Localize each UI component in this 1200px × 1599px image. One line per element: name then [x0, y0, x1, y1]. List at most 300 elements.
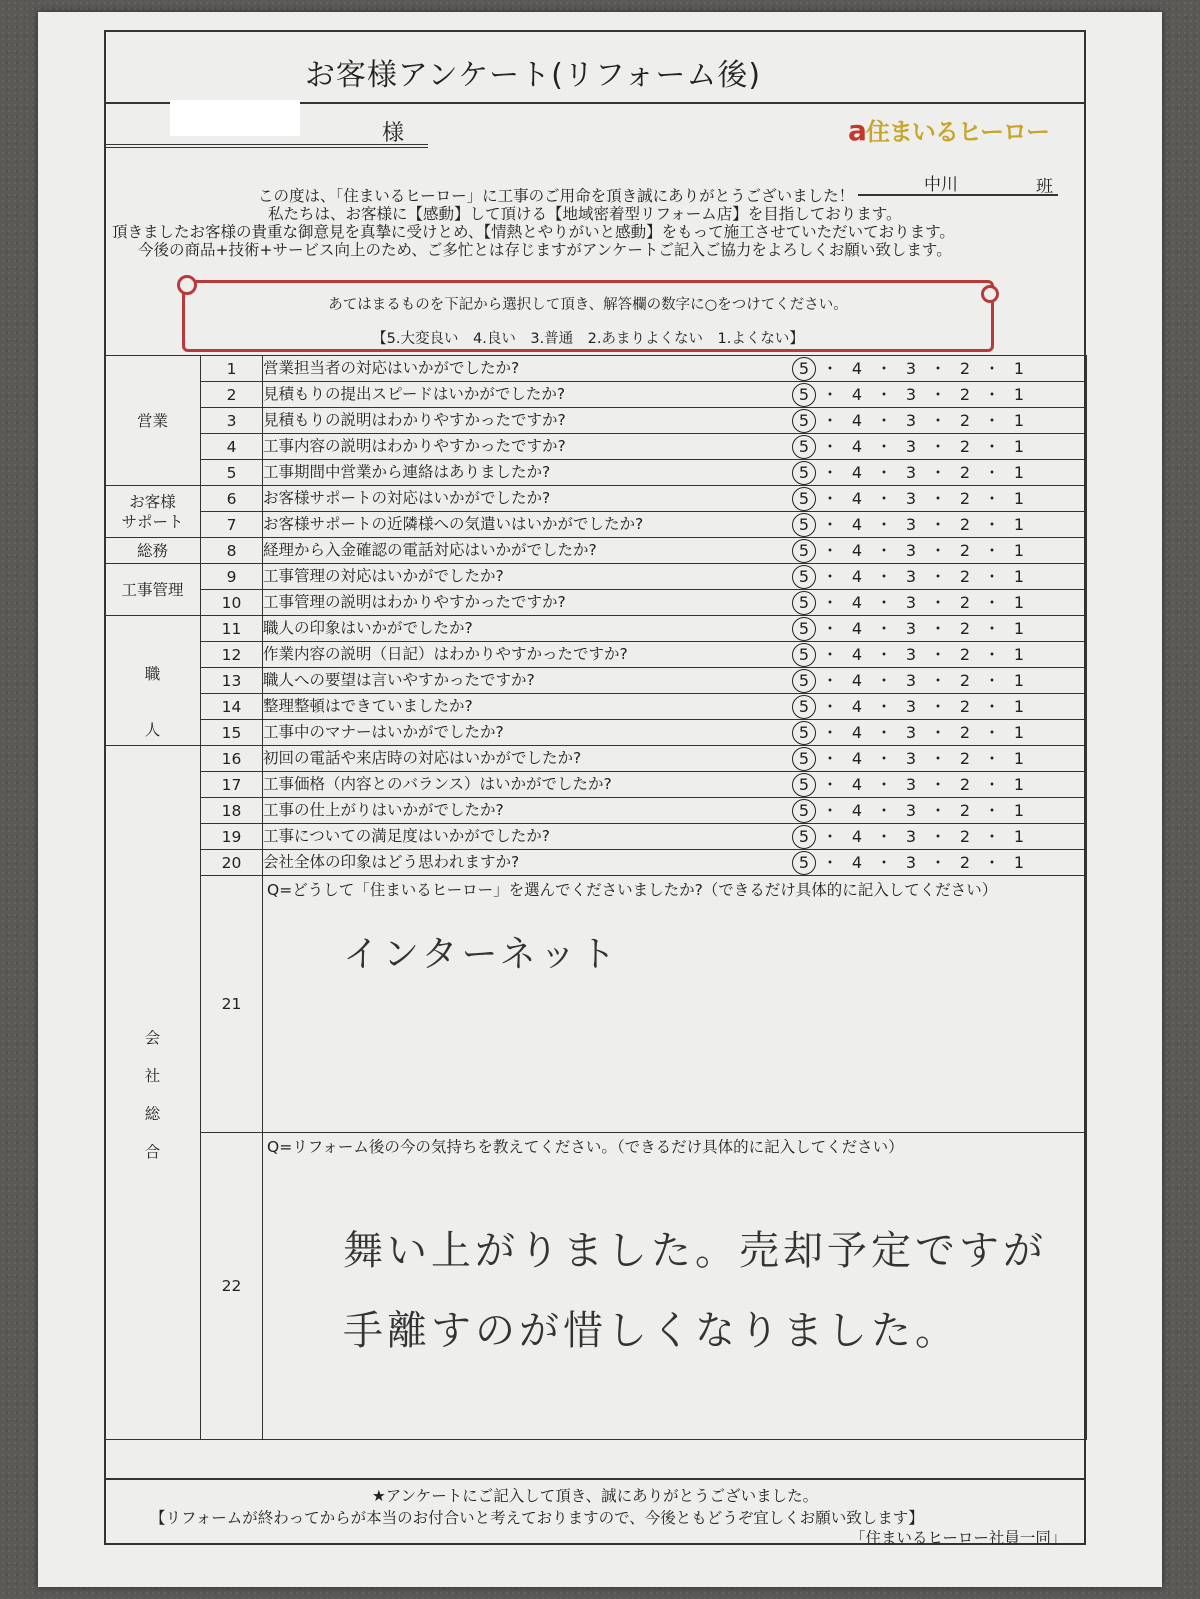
category-label: 社 — [144, 1067, 161, 1085]
category-somu: 総務 — [105, 538, 201, 564]
rating-separator: ・ — [821, 749, 838, 768]
rating-option-5[interactable] — [786, 799, 820, 823]
rating-separator: ・ — [983, 593, 1000, 612]
logo-mark-icon: a — [848, 114, 866, 147]
rating-option-1[interactable]: 1 — [1013, 489, 1025, 508]
intro-line-4: 今後の商品+技術+サービス向上のため、ご多忙とは存じますがアンケートご記入ご協力をよろしくお願い致します。 — [138, 241, 952, 259]
rating-options — [786, 356, 1056, 381]
question-text: 作業内容の説明（日記）はわかりやすかったですか? — [263, 645, 628, 663]
rating-option-4[interactable]: 4 — [851, 853, 863, 872]
rating-separator: ・ — [875, 437, 892, 456]
rating-separator: ・ — [929, 749, 946, 768]
selected-rating-circle: 5 — [792, 435, 816, 459]
question-cell — [263, 720, 1087, 746]
rating-separator: ・ — [821, 697, 838, 716]
rating-option-1[interactable]: 1 — [1013, 411, 1025, 430]
rating-option-2[interactable]: 2 — [959, 567, 971, 586]
rating-separator: ・ — [929, 853, 946, 872]
rating-separator: ・ — [821, 515, 838, 534]
question-number: 12 — [201, 642, 263, 668]
rating-option-1[interactable]: 1 — [1013, 853, 1025, 872]
rating-option-1[interactable]: 1 — [1013, 827, 1025, 846]
question-cell — [263, 824, 1087, 850]
rating-options — [786, 538, 1056, 563]
rating-separator: ・ — [983, 541, 1000, 560]
question-cell — [263, 850, 1087, 876]
rating-option-1[interactable]: 1 — [1013, 645, 1025, 664]
rating-separator: ・ — [929, 515, 946, 534]
selected-rating-circle: 5 — [792, 643, 816, 667]
selected-rating-circle: 5 — [792, 721, 816, 745]
rating-separator: ・ — [821, 541, 838, 560]
rating-separator: ・ — [983, 697, 1000, 716]
table-row — [105, 382, 1087, 408]
rating-option-3[interactable]: 3 — [905, 671, 917, 690]
table-row — [105, 616, 1087, 642]
question-cell — [263, 616, 1087, 642]
rating-option-5[interactable] — [786, 539, 820, 563]
customer-name-redaction — [170, 100, 300, 136]
rating-separator: ・ — [875, 593, 892, 612]
free-answer-cell-22[interactable] — [263, 1133, 1087, 1440]
intro-line-1: この度は、「住まいるヒーロー」に工事のご用命を頂き誠にありがとうございました！ — [258, 187, 855, 205]
table-row — [105, 590, 1087, 616]
rating-option-5[interactable] — [786, 435, 820, 459]
rating-separator: ・ — [875, 749, 892, 768]
rating-separator: ・ — [875, 697, 892, 716]
question-cell — [263, 590, 1087, 616]
rating-separator: ・ — [821, 723, 838, 742]
table-row — [105, 694, 1087, 720]
rating-separator: ・ — [821, 593, 838, 612]
rating-option-3[interactable]: 3 — [905, 385, 917, 404]
rating-separator: ・ — [929, 385, 946, 404]
rating-option-1[interactable]: 1 — [1013, 697, 1025, 716]
rating-option-3[interactable]: 3 — [905, 723, 917, 742]
question-number: 5 — [201, 460, 263, 486]
question-text: Q=リフォーム後の今の気持ちを教えてください。（できるだけ具体的に記入してください） — [267, 1138, 904, 1156]
rating-option-4[interactable]: 4 — [851, 749, 863, 768]
table-row — [105, 746, 1087, 772]
selected-rating-circle: 5 — [792, 799, 816, 823]
question-cell — [263, 356, 1087, 382]
rating-options — [786, 408, 1056, 433]
rating-option-2[interactable]: 2 — [959, 775, 971, 794]
question-number: 14 — [201, 694, 263, 720]
footer-signature: 「住まいるヒーロー社員一同」 — [850, 1529, 1067, 1547]
team-name: 中川 — [924, 175, 958, 195]
rating-option-4[interactable]: 4 — [851, 489, 863, 508]
spacer — [105, 684, 200, 720]
rating-option-1[interactable]: 1 — [1013, 619, 1025, 638]
question-cell — [263, 538, 1087, 564]
rating-separator: ・ — [983, 671, 1000, 690]
rating-option-2[interactable]: 2 — [959, 645, 971, 664]
rating-option-2[interactable]: 2 — [959, 489, 971, 508]
rating-option-2[interactable]: 2 — [959, 827, 971, 846]
table-row — [105, 486, 1087, 512]
question-cell — [263, 694, 1087, 720]
rating-option-4[interactable]: 4 — [851, 359, 863, 378]
question-text: 工事中のマナーはいかがでしたか? — [263, 723, 504, 741]
rating-separator: ・ — [983, 645, 1000, 664]
rating-option-3[interactable]: 3 — [905, 489, 917, 508]
rating-separator: ・ — [821, 463, 838, 482]
rating-option-3[interactable]: 3 — [905, 437, 917, 456]
question-cell — [263, 486, 1087, 512]
rating-options — [786, 616, 1056, 641]
rating-option-2[interactable]: 2 — [959, 697, 971, 716]
question-cell — [263, 408, 1087, 434]
question-text: 工事管理の説明はわかりやすかったですか? — [263, 593, 566, 611]
rating-option-4[interactable]: 4 — [851, 645, 863, 664]
category-label: 合 — [144, 1143, 161, 1161]
selected-rating-circle: 5 — [792, 565, 816, 589]
rating-option-1[interactable]: 1 — [1013, 359, 1025, 378]
rating-option-2[interactable]: 2 — [959, 515, 971, 534]
table-row — [105, 772, 1087, 798]
rating-options — [786, 772, 1056, 797]
question-text: 営業担当者の対応はいかがでしたか? — [263, 359, 520, 377]
selected-rating-circle: 5 — [792, 513, 816, 537]
table-row — [105, 850, 1087, 876]
rating-separator: ・ — [821, 671, 838, 690]
rating-option-4[interactable]: 4 — [851, 671, 863, 690]
rating-option-4[interactable]: 4 — [851, 515, 863, 534]
rating-separator: ・ — [929, 775, 946, 794]
rating-option-2[interactable]: 2 — [959, 593, 971, 612]
rating-separator: ・ — [875, 827, 892, 846]
rating-option-1[interactable]: 1 — [1013, 723, 1025, 742]
rating-separator: ・ — [983, 827, 1000, 846]
rating-separator: ・ — [983, 619, 1000, 638]
question-text: 見積もりの説明はわかりやすかったですか? — [263, 411, 566, 429]
question-text: 職人への要望は言いやすかったですか? — [263, 671, 535, 689]
rating-separator: ・ — [875, 801, 892, 820]
rating-option-2[interactable]: 2 — [959, 801, 971, 820]
question-cell — [263, 460, 1087, 486]
rating-separator: ・ — [821, 827, 838, 846]
team-suffix: 班 — [1036, 177, 1053, 197]
table-row — [105, 824, 1087, 850]
rating-separator: ・ — [821, 645, 838, 664]
table-row — [105, 512, 1087, 538]
footer-thanks: ★アンケートにご記入して頂き、誠にありがとうございました。 — [371, 1487, 819, 1505]
rating-option-1[interactable]: 1 — [1013, 515, 1025, 534]
rating-option-4[interactable]: 4 — [851, 437, 863, 456]
rating-separator: ・ — [875, 853, 892, 872]
rating-separator: ・ — [929, 697, 946, 716]
survey-table — [104, 355, 1087, 1440]
rating-option-2[interactable]: 2 — [959, 671, 971, 690]
rating-option-1[interactable]: 1 — [1013, 775, 1025, 794]
rating-separator: ・ — [821, 437, 838, 456]
rating-separator: ・ — [929, 463, 946, 482]
rating-separator: ・ — [983, 411, 1000, 430]
table-row — [105, 356, 1087, 382]
rating-option-5[interactable] — [786, 747, 820, 771]
question-number: 6 — [201, 486, 263, 512]
selected-rating-circle: 5 — [792, 851, 816, 875]
rating-option-2[interactable]: 2 — [959, 463, 971, 482]
rating-separator: ・ — [821, 567, 838, 586]
rating-option-3[interactable]: 3 — [905, 463, 917, 482]
rating-separator: ・ — [929, 437, 946, 456]
selected-rating-circle: 5 — [792, 487, 816, 511]
rating-option-5[interactable] — [786, 721, 820, 745]
rating-option-2[interactable]: 2 — [959, 723, 971, 742]
category-label: 会 — [144, 1029, 161, 1047]
selected-rating-circle: 5 — [792, 383, 816, 407]
rating-option-5[interactable] — [786, 487, 820, 511]
question-number: 7 — [201, 512, 263, 538]
rating-separator: ・ — [875, 411, 892, 430]
rating-option-5[interactable] — [786, 851, 820, 875]
rating-separator: ・ — [983, 567, 1000, 586]
rating-option-4[interactable]: 4 — [851, 385, 863, 404]
rating-option-3[interactable]: 3 — [905, 749, 917, 768]
rating-option-5[interactable] — [786, 409, 820, 433]
rating-separator: ・ — [983, 775, 1000, 794]
rating-option-5[interactable] — [786, 617, 820, 641]
handwritten-answer-21: インターネット — [343, 934, 620, 975]
rating-option-3[interactable]: 3 — [905, 827, 917, 846]
rating-separator: ・ — [929, 567, 946, 586]
question-number: 8 — [201, 538, 263, 564]
rating-separator: ・ — [983, 515, 1000, 534]
rating-option-2[interactable]: 2 — [959, 385, 971, 404]
question-number: 4 — [201, 434, 263, 460]
rating-option-4[interactable]: 4 — [851, 541, 863, 560]
question-number: 2 — [201, 382, 263, 408]
rating-option-5[interactable] — [786, 565, 820, 589]
rating-option-5[interactable] — [786, 591, 820, 615]
rating-option-3[interactable]: 3 — [905, 541, 917, 560]
rating-option-2[interactable]: 2 — [959, 359, 971, 378]
question-cell — [263, 434, 1087, 460]
instruction-text: あてはまるものを下記から選択して頂き、解答欄の数字に○をつけてください。 — [328, 297, 848, 313]
question-number: 18 — [201, 798, 263, 824]
rating-option-1[interactable]: 1 — [1013, 541, 1025, 560]
rating-separator: ・ — [983, 853, 1000, 872]
question-cell — [263, 382, 1087, 408]
selected-rating-circle: 5 — [792, 617, 816, 641]
rating-separator: ・ — [929, 827, 946, 846]
category-kaisha — [105, 746, 201, 1440]
category-shokunin — [105, 616, 201, 746]
rating-option-5[interactable] — [786, 695, 820, 719]
rating-option-3[interactable]: 3 — [905, 567, 917, 586]
handwritten-answer-22-line1: 舞い上がりました。売却予定ですが — [343, 1228, 1047, 1274]
rating-option-1[interactable]: 1 — [1013, 671, 1025, 690]
rating-option-3[interactable]: 3 — [905, 801, 917, 820]
rating-separator: ・ — [875, 541, 892, 560]
question-text: 工事内容の説明はわかりやすかったですか? — [263, 437, 566, 455]
rating-separator: ・ — [983, 723, 1000, 742]
page-title: お客様アンケート(リフォーム後) — [304, 58, 762, 93]
rating-separator: ・ — [983, 359, 1000, 378]
rating-options — [786, 382, 1056, 407]
rating-options — [786, 460, 1056, 485]
selected-rating-circle: 5 — [792, 825, 816, 849]
selected-rating-circle: 5 — [792, 695, 816, 719]
rating-separator: ・ — [821, 359, 838, 378]
rating-option-1[interactable]: 1 — [1013, 593, 1025, 612]
selected-rating-circle: 5 — [792, 591, 816, 615]
rating-option-2[interactable]: 2 — [959, 853, 971, 872]
question-text: 職人の印象はいかがでしたか? — [263, 619, 473, 637]
question-cell — [263, 564, 1087, 590]
rating-separator: ・ — [929, 411, 946, 430]
rating-option-5[interactable] — [786, 357, 820, 381]
rating-option-1[interactable]: 1 — [1013, 749, 1025, 768]
logo-text: 住まいるヒーロー — [865, 118, 1049, 146]
question-text: 工事期間中営業から連絡はありましたか? — [263, 463, 551, 481]
rating-option-5[interactable] — [786, 643, 820, 667]
rating-option-3[interactable]: 3 — [905, 593, 917, 612]
rating-option-5[interactable] — [786, 461, 820, 485]
rating-separator: ・ — [929, 593, 946, 612]
question-text: Q=どうして「住まいるヒーロー」を選んでくださいましたか?（できるだけ具体的に記入してください） — [267, 881, 998, 899]
rating-option-3[interactable]: 3 — [905, 515, 917, 534]
rating-option-2[interactable]: 2 — [959, 437, 971, 456]
question-text: 工事についての満足度はいかがでしたか? — [263, 827, 550, 845]
category-koji: 工事管理 — [105, 564, 201, 616]
banner-curl-left — [177, 275, 197, 295]
table-row — [105, 798, 1087, 824]
rating-option-1[interactable]: 1 — [1013, 437, 1025, 456]
rating-option-2[interactable]: 2 — [959, 541, 971, 560]
rating-option-4[interactable]: 4 — [851, 801, 863, 820]
question-number: 3 — [201, 408, 263, 434]
rating-option-4[interactable]: 4 — [851, 619, 863, 638]
table-row — [105, 460, 1087, 486]
rating-separator: ・ — [929, 541, 946, 560]
question-cell — [263, 642, 1087, 668]
rating-option-4[interactable]: 4 — [851, 567, 863, 586]
rating-option-1[interactable]: 1 — [1013, 463, 1025, 482]
rating-option-5[interactable] — [786, 669, 820, 693]
question-text: お客様サポートの対応はいかがでしたか? — [263, 489, 551, 507]
rating-separator: ・ — [821, 411, 838, 430]
rating-option-4[interactable]: 4 — [851, 411, 863, 430]
honorific-label: 様 — [382, 121, 405, 146]
rating-option-1[interactable]: 1 — [1013, 567, 1025, 586]
rating-option-3[interactable]: 3 — [905, 853, 917, 872]
footer-message: 【リフォームが終わってからが本当のお付合いと考えておりますので、今後ともどうぞ宜しくお願い致します】 — [150, 1509, 924, 1527]
rating-options — [786, 590, 1056, 615]
rating-option-5[interactable] — [786, 773, 820, 797]
rating-option-3[interactable]: 3 — [905, 775, 917, 794]
question-number: 10 — [201, 590, 263, 616]
question-cell — [263, 746, 1087, 772]
question-number: 1 — [201, 356, 263, 382]
rating-option-4[interactable]: 4 — [851, 827, 863, 846]
question-cell — [263, 668, 1087, 694]
rating-option-5[interactable] — [786, 383, 820, 407]
selected-rating-circle: 5 — [792, 461, 816, 485]
question-text: 初回の電話や来店時の対応はいかがでしたか? — [263, 749, 582, 767]
rating-options — [786, 824, 1056, 849]
rating-option-4[interactable]: 4 — [851, 723, 863, 742]
question-cell — [263, 772, 1087, 798]
table-row — [105, 642, 1087, 668]
rating-option-3[interactable]: 3 — [905, 697, 917, 716]
rating-option-5[interactable] — [786, 513, 820, 537]
rating-option-1[interactable]: 1 — [1013, 801, 1025, 820]
selected-rating-circle: 5 — [792, 773, 816, 797]
table-row — [105, 538, 1087, 564]
customer-name-underline — [104, 144, 428, 148]
category-eigyo: 営業 — [105, 356, 201, 486]
rating-option-2[interactable]: 2 — [959, 749, 971, 768]
question-cell — [263, 512, 1087, 538]
rating-separator: ・ — [875, 775, 892, 794]
free-answer-cell-21[interactable] — [263, 876, 1087, 1133]
table-row — [105, 1133, 1087, 1440]
rating-separator: ・ — [875, 567, 892, 586]
rating-separator: ・ — [821, 489, 838, 508]
table-row — [105, 434, 1087, 460]
rating-separator: ・ — [875, 489, 892, 508]
rating-option-1[interactable]: 1 — [1013, 385, 1025, 404]
rating-options — [786, 720, 1056, 745]
rating-options — [786, 850, 1056, 875]
category-support: お客様 サポート — [105, 486, 201, 538]
rating-options — [786, 798, 1056, 823]
rating-option-3[interactable]: 3 — [905, 645, 917, 664]
rating-options — [786, 642, 1056, 667]
rating-option-4[interactable]: 4 — [851, 593, 863, 612]
rating-separator: ・ — [929, 723, 946, 742]
rating-option-3[interactable]: 3 — [905, 359, 917, 378]
rating-option-3[interactable]: 3 — [905, 619, 917, 638]
question-number: 22 — [201, 1133, 263, 1440]
rating-separator: ・ — [929, 801, 946, 820]
question-text: 見積もりの提出スピードはいかがでしたか? — [263, 385, 566, 403]
selected-rating-circle: 5 — [792, 747, 816, 771]
category-label: 総 — [144, 1105, 161, 1123]
category-label: 人 — [144, 721, 161, 739]
question-text: 工事管理の対応はいかがでしたか? — [263, 567, 504, 585]
rating-option-4[interactable]: 4 — [851, 775, 863, 794]
handwritten-answer-22-line2: 手離すのが惜しくなりました。 — [343, 1308, 959, 1354]
rating-option-3[interactable]: 3 — [905, 411, 917, 430]
question-cell — [263, 798, 1087, 824]
rating-separator: ・ — [983, 385, 1000, 404]
category-label: 職 — [144, 665, 161, 683]
table-row — [105, 408, 1087, 434]
intro-line-2: 私たちは、お客様に【感動】して頂ける【地域密着型リフォーム店】を目指しております。 — [268, 205, 902, 223]
rating-option-4[interactable]: 4 — [851, 697, 863, 716]
rating-separator: ・ — [821, 385, 838, 404]
question-text: 整理整頓はできていましたか? — [263, 697, 473, 715]
selected-rating-circle: 5 — [792, 539, 816, 563]
rating-option-4[interactable]: 4 — [851, 463, 863, 482]
rating-option-2[interactable]: 2 — [959, 411, 971, 430]
rating-separator: ・ — [983, 437, 1000, 456]
rating-option-2[interactable]: 2 — [959, 619, 971, 638]
rating-separator: ・ — [821, 853, 838, 872]
question-text: 工事の仕上がりはいかがでしたか? — [263, 801, 504, 819]
question-number: 13 — [201, 668, 263, 694]
rating-options — [786, 746, 1056, 771]
question-text: お客様サポートの近隣様への気遣いはいかがでしたか? — [263, 515, 644, 533]
question-text: 会社全体の印象はどう思われますか? — [263, 853, 520, 871]
rating-option-5[interactable] — [786, 825, 820, 849]
rating-separator: ・ — [875, 515, 892, 534]
rating-separator: ・ — [875, 723, 892, 742]
